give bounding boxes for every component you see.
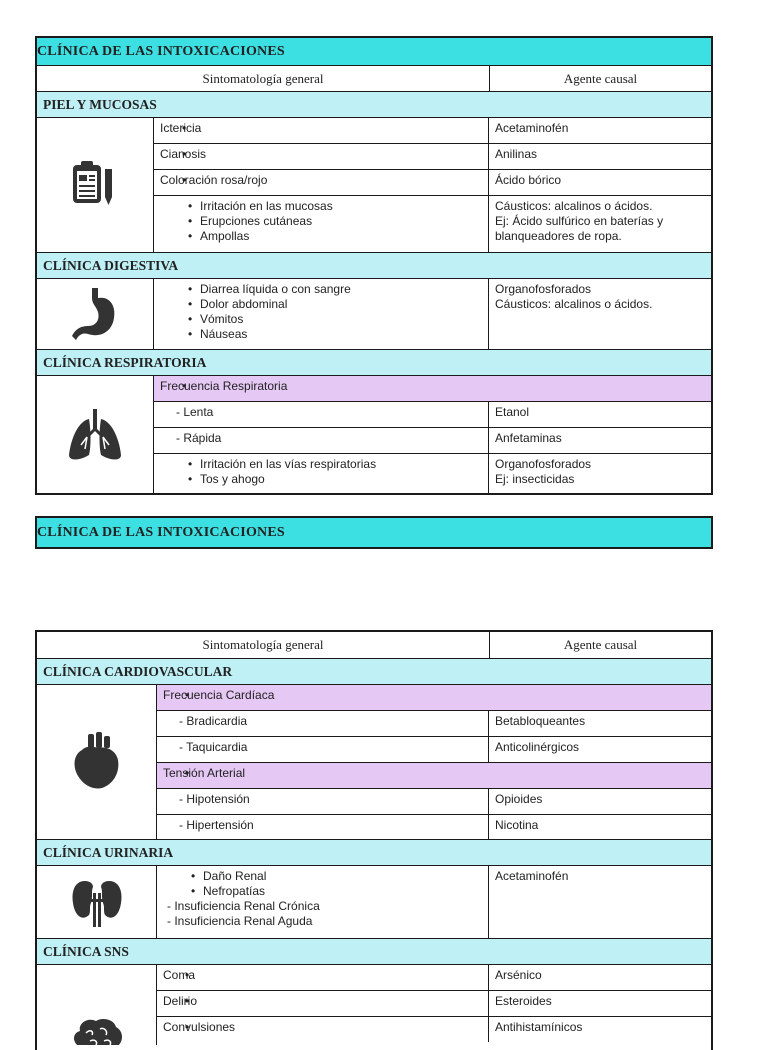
table-row: • Ictericia Acetaminofén bbox=[154, 118, 711, 143]
heart-icon bbox=[37, 685, 157, 839]
section-cardiovascular: CLÍNICA CARDIOVASCULAR bbox=[37, 658, 711, 684]
intoxications-table-3 bbox=[35, 630, 713, 1050]
block-urinaria bbox=[37, 865, 711, 938]
intoxications-table-1 bbox=[35, 36, 713, 495]
table-row: • Frecuencia Cardíaca bbox=[157, 685, 711, 710]
block-respiratoria bbox=[37, 375, 711, 493]
intoxications-table-2 bbox=[35, 516, 713, 549]
brain-icon bbox=[37, 965, 157, 1045]
section-sns: CLÍNICA SNS bbox=[37, 938, 711, 964]
table-row: • Irritación en las mucosas • Erupciones cutáneas • Ampollas Cáusticos: alcalinos o ácidos. Ej: Ácido sulfúrico en baterías y blanqueadores de ropa. bbox=[154, 195, 711, 252]
header-agent: Agente causal bbox=[563, 637, 638, 652]
header-agent: Agente causal bbox=[563, 71, 638, 86]
stomach-icon bbox=[37, 279, 154, 349]
table-row: • Frecuencia Respiratoria bbox=[154, 376, 711, 401]
table-row: • Coloración rosa/rojo Ácido bórico bbox=[154, 169, 711, 195]
table-header bbox=[37, 65, 711, 91]
block-cardiovascular bbox=[37, 684, 711, 839]
table-row: • Daño Renal • Nefropatías - Insuficiencia Renal Crónica - Insuficiencia Renal Aguda Acetaminofén bbox=[157, 866, 711, 938]
table-row: • Cianosis Anilinas bbox=[154, 143, 711, 169]
section-respiratoria: CLÍNICA RESPIRATORIA bbox=[37, 349, 711, 375]
block-digestiva bbox=[37, 278, 711, 349]
table-row: - Lenta Etanol bbox=[154, 401, 711, 427]
table-row: - Taquicardia Anticolinérgicos bbox=[157, 736, 711, 762]
table-row: • Convulsiones Antihistamínicos bbox=[157, 1016, 711, 1042]
section-digestiva: CLÍNICA DIGESTIVA bbox=[37, 252, 711, 278]
clipboard-icon bbox=[37, 118, 154, 252]
table-row: • Diarrea líquida o con sangre • Dolor abdominal • Vómitos • Náuseas Organofosforados Cáusticos: alcalinos o ácidos. bbox=[154, 279, 711, 349]
table-title: CLÍNICA DE LAS INTOXICACIONES bbox=[37, 38, 711, 65]
block-piel bbox=[37, 117, 711, 252]
block-sns bbox=[37, 964, 711, 1045]
table-row: - Hipotensión Opioides bbox=[157, 788, 711, 814]
section-urinaria: CLÍNICA URINARIA bbox=[37, 839, 711, 865]
kidneys-icon bbox=[37, 866, 157, 938]
table-row: • Tensión Arterial bbox=[157, 762, 711, 788]
table-row: - Hipertensión Nicotina bbox=[157, 814, 711, 839]
section-piel: PIEL Y MUCOSAS bbox=[37, 91, 711, 117]
table-row: - Rápida Anfetaminas bbox=[154, 427, 711, 453]
table-row: • Coma Arsénico bbox=[157, 965, 711, 990]
table-header bbox=[37, 632, 711, 658]
table-title: CLÍNICA DE LAS INTOXICACIONES bbox=[37, 518, 711, 547]
header-symptoms: Sintomatología general bbox=[37, 632, 490, 658]
table-row: • Irritación en las vías respiratorias • Tos y ahogo Organofosforados Ej: insecticidas bbox=[154, 453, 711, 493]
table-row: - Bradicardia Betabloqueantes bbox=[157, 710, 711, 736]
lungs-icon bbox=[37, 376, 154, 493]
header-symptoms: Sintomatología general bbox=[37, 66, 490, 91]
table-row: • Delirio Esteroides bbox=[157, 990, 711, 1016]
